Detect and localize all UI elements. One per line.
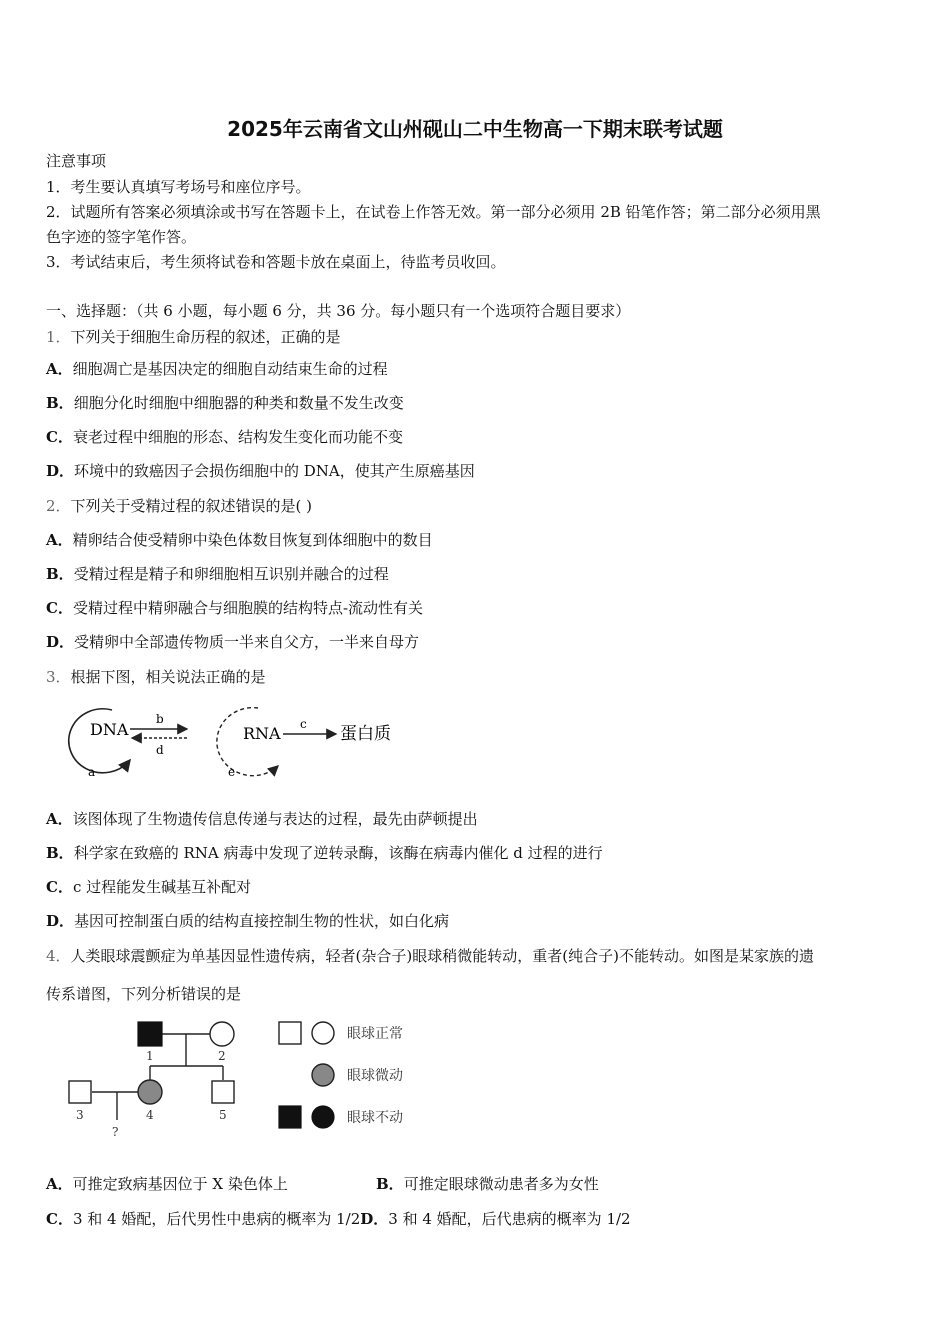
label-b: b [156, 712, 164, 726]
dna-label: DNA [90, 720, 129, 739]
label-c: c [300, 717, 307, 731]
option-label: D． [46, 912, 75, 930]
pedigree-id: 4 [146, 1108, 154, 1122]
option-row [46, 598, 423, 618]
notice-heading: 注意事项 [46, 152, 107, 170]
option-row [46, 461, 475, 481]
option-text: 基因可控制蛋白质的结构直接控制生物的性状，如白化病 [74, 912, 450, 930]
pedigree-female-normal [210, 1022, 234, 1046]
option-row [46, 359, 388, 379]
legend-square-severe [279, 1106, 301, 1128]
option-label: C． [46, 878, 73, 896]
replication-loop [69, 709, 130, 773]
question-3-stem [46, 667, 266, 687]
section-heading: 一、选择题：（共 6 小题，每小题 6 分，共 36 分。每小题只有一个选项符合题目要求） [46, 302, 631, 320]
pedigree-id: 3 [76, 1108, 84, 1122]
option-label: B． [46, 394, 74, 412]
option-label: C． [46, 428, 73, 446]
legend-label: 眼球不动 [347, 1110, 403, 1126]
question-4-stem [46, 946, 814, 966]
option-label: C． [46, 1210, 73, 1228]
option-text: 衰老过程中细胞的形态、结构发生变化而功能不变 [72, 428, 403, 446]
pedigree-unknown: ? [112, 1125, 119, 1139]
central-dogma-diagram [50, 698, 410, 784]
notice-item: 色字迹的签字笔作答。 [46, 228, 197, 246]
option-row [46, 632, 419, 652]
option-label: D． [360, 1210, 389, 1228]
option-text: 3 和 4 婚配，后代患病的概率为 1/2 [388, 1210, 631, 1228]
label-e: e [228, 765, 236, 779]
question-2-stem [46, 496, 312, 516]
pedigree-id: 1 [146, 1049, 154, 1063]
notice-item: 3．考试结束后，考生须将试卷和答题卡放在桌面上，待监考员收回。 [46, 253, 506, 271]
legend-square-normal [279, 1022, 301, 1044]
option-label: D． [46, 462, 75, 480]
option-row [46, 427, 403, 447]
option-label: A． [46, 1175, 73, 1193]
option-text: 精卵结合使受精卵中染色体数目恢复到体细胞中的数目 [72, 531, 433, 549]
option-text: 可推定眼球微动患者多为女性 [403, 1175, 599, 1193]
question-text: 根据下图，相关说法正确的是 [70, 668, 266, 686]
option-label: B． [376, 1175, 404, 1193]
question-number: 1． [46, 328, 71, 346]
option-text: 可推定致病基因位于 X 染色体上 [72, 1175, 288, 1193]
option-row [46, 530, 433, 550]
option-row [46, 809, 478, 829]
question-1-stem [46, 327, 341, 347]
option-row [46, 393, 404, 413]
option-text: 细胞分化时细胞中细胞器的种类和数量不发生改变 [73, 394, 404, 412]
pedigree-male-normal [69, 1081, 91, 1103]
page-title: 2025年云南省文山州砚山二中生物高一下期末联考试题 [227, 117, 723, 141]
legend-circle-normal [312, 1022, 334, 1044]
legend-circle-severe [312, 1106, 334, 1128]
question-4-stem-cont: 传系谱图，下列分析错误的是 [46, 985, 242, 1003]
option-text: c 过程能发生碱基互补配对 [72, 878, 252, 896]
option-row [46, 564, 389, 584]
rna-label: RNA [243, 724, 281, 743]
question-number: 4． [46, 947, 71, 965]
pedigree-chart [60, 1016, 430, 1144]
protein-label: 蛋白质 [340, 724, 391, 744]
question-text: 人类眼球震颤症为单基因显性遗传病，轻者(杂合子)眼球稍微能转动，重者(纯合子)不能转动。如图是某家族的遗 [70, 947, 814, 965]
label-d: d [156, 743, 164, 757]
option-label: D． [46, 633, 75, 651]
legend-label: 眼球正常 [347, 1026, 403, 1042]
question-text: 下列关于细胞生命历程的叙述，正确的是 [70, 328, 341, 346]
option-text: 细胞凋亡是基因决定的细胞自动结束生命的过程 [72, 360, 388, 378]
option-row [46, 843, 603, 863]
option-text: 受精卵中全部遗传物质一半来自父方，一半来自母方 [74, 633, 420, 651]
notice-item: 2．试题所有答案必须填涂或书写在答题卡上，在试卷上作答无效。第一部分必须用 2B 铅笔作答；第二部分必须用黑 [46, 203, 821, 221]
option-text: 受精过程是精子和卵细胞相互识别并融合的过程 [73, 565, 389, 583]
option-text: 科学家在致癌的 RNA 病毒中发现了逆转录酶，该酶在病毒内催化 d 过程的进行 [73, 844, 603, 862]
pedigree-id: 5 [219, 1108, 227, 1122]
option-row [46, 1174, 288, 1194]
option-row [376, 1174, 599, 1194]
pedigree-male-normal [212, 1081, 234, 1103]
notice-item: 1．考生要认真填写考场号和座位序号。 [46, 178, 311, 196]
pedigree-male-affected [138, 1022, 162, 1046]
option-text: 3 和 4 婚配，后代男性中患病的概率为 1/2 [72, 1210, 361, 1228]
question-number: 3． [46, 668, 71, 686]
question-number: 2． [46, 497, 71, 515]
option-label: A． [46, 531, 73, 549]
question-text: 下列关于受精过程的叙述错误的是( ) [70, 497, 313, 515]
option-row [46, 877, 251, 897]
option-row [46, 911, 449, 931]
option-text: 该图体现了生物遗传信息传递与表达的过程，最先由萨顿提出 [72, 810, 478, 828]
option-text: 环境中的致癌因子会损伤细胞中的 DNA，使其产生原癌基因 [74, 462, 475, 480]
legend-circle-mild [312, 1064, 334, 1086]
pedigree-female-mild [138, 1080, 162, 1104]
option-label: A． [46, 810, 73, 828]
option-label: B． [46, 844, 74, 862]
option-label: B． [46, 565, 74, 583]
legend-label: 眼球微动 [347, 1068, 403, 1084]
option-label: C． [46, 599, 73, 617]
pedigree-id: 2 [218, 1049, 226, 1063]
label-a: a [88, 765, 96, 779]
option-text: 受精过程中精卵融合与细胞膜的结构特点-流动性有关 [72, 599, 424, 617]
option-label: A． [46, 360, 73, 378]
option-row [46, 1209, 631, 1229]
